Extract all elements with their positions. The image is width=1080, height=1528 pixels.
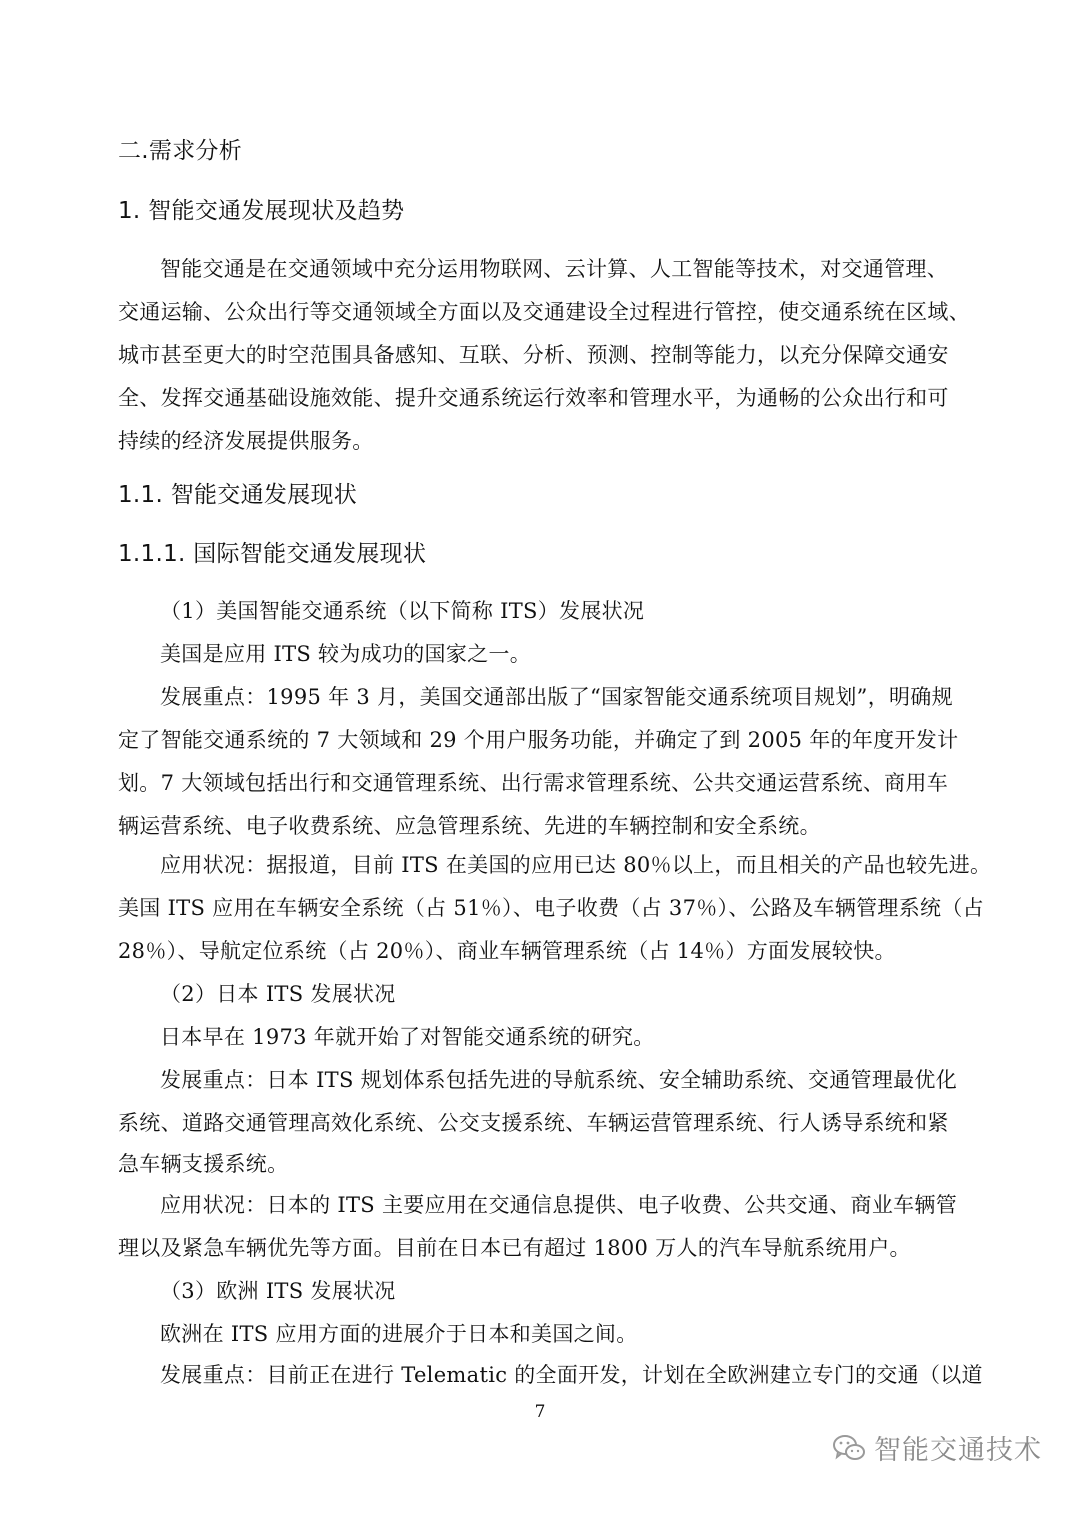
page-number: 7 [534, 1402, 546, 1422]
europe-intro: 欧洲在 ITS 应用方面的进展介于日本和美国之间。 [160, 1322, 638, 1346]
intro-line-4: 全、发挥交通基础设施效能、提升交通系统运行效率和管理水平，为通畅的公众出行和可 [118, 386, 949, 410]
intro-line-5: 持续的经济发展提供服务。 [118, 429, 374, 453]
usa-title: （1）美国智能交通系统（以下简称 ITS）发展状况 [160, 599, 645, 623]
japan-focus-line-1: 发展重点：日本 ITS 规划体系包括先进的导航系统、安全辅助系统、交通管理最优化 [160, 1068, 958, 1092]
europe-title: （3）欧洲 ITS 发展状况 [160, 1279, 396, 1303]
usa-status-line-3: 28％）、导航定位系统（占 20％）、商业车辆管理系统（占 14％）方面发展较快。 [118, 939, 896, 963]
usa-focus-line-3: 划。7 大领域包括出行和交通管理系统、出行需求管理系统、公共交通运营系统、商用车 [118, 771, 949, 795]
heading-1-1-1: 1.1.1. 国际智能交通发展现状 [118, 541, 427, 567]
usa-intro: 美国是应用 ITS 较为成功的国家之一。 [160, 642, 532, 666]
usa-focus-line-4: 辆运营系统、电子收费系统、应急管理系统、先进的车辆控制和安全系统。 [118, 814, 821, 838]
usa-status-line-2: 美国 ITS 应用在车辆安全系统（占 51％）、电子收费（占 37％）、公路及车辆管理系统（占 [118, 896, 984, 920]
heading-1: 1. 智能交通发展现状及趋势 [118, 198, 405, 224]
japan-focus-line-2: 系统、道路交通管理高效化系统、公交支援系统、车辆运营管理系统、行人诱导系统和紧 [118, 1111, 949, 1135]
usa-focus-line-2: 定了智能交通系统的 7 大领域和 29 个用户服务功能，并确定了到 2005 年的年度开发计 [118, 728, 959, 752]
japan-status-line-1: 应用状况：日本的 ITS 主要应用在交通信息提供、电子收费、公共交通、商业车辆管 [160, 1193, 958, 1217]
wechat-icon [832, 1433, 866, 1463]
japan-intro: 日本早在 1973 年就开始了对智能交通系统的研究。 [160, 1025, 655, 1049]
usa-status-line-1: 应用状况：据报道，目前 ITS 在美国的应用已达 80％以上，而且相关的产品也较先进。 [160, 853, 992, 877]
usa-focus-line-1: 发展重点：1995 年 3 月，美国交通部出版了“国家智能交通系统项目规划”，明确规 [160, 685, 953, 709]
intro-line-2: 交通运输、公众出行等交通领域全方面以及交通建设全过程进行管控，使交通系统在区域、 [118, 300, 970, 324]
japan-title: （2）日本 ITS 发展状况 [160, 982, 396, 1006]
japan-focus-line-3: 急车辆支援系统。 [118, 1152, 289, 1176]
intro-line-3: 城市甚至更大的时空范围具备感知、互联、分析、预测、控制等能力，以充分保障交通安 [118, 343, 949, 367]
intro-line-1: 智能交通是在交通领域中充分运用物联网、云计算、人工智能等技术，对交通管理、 [160, 257, 949, 281]
heading-1-1: 1.1. 智能交通发展现状 [118, 482, 358, 508]
japan-status-line-2: 理以及紧急车辆优先等方面。目前在日本已有超过 1800 万人的汽车导航系统用户。 [118, 1236, 911, 1260]
europe-focus-line-1: 发展重点：目前正在进行 Telematic 的全面开发，计划在全欧洲建立专门的交通（以道 [160, 1363, 983, 1387]
watermark-text: 智能交通技术 [874, 1435, 1042, 1466]
section-heading: 二.需求分析 [118, 138, 243, 164]
watermark [832, 1428, 1042, 1467]
